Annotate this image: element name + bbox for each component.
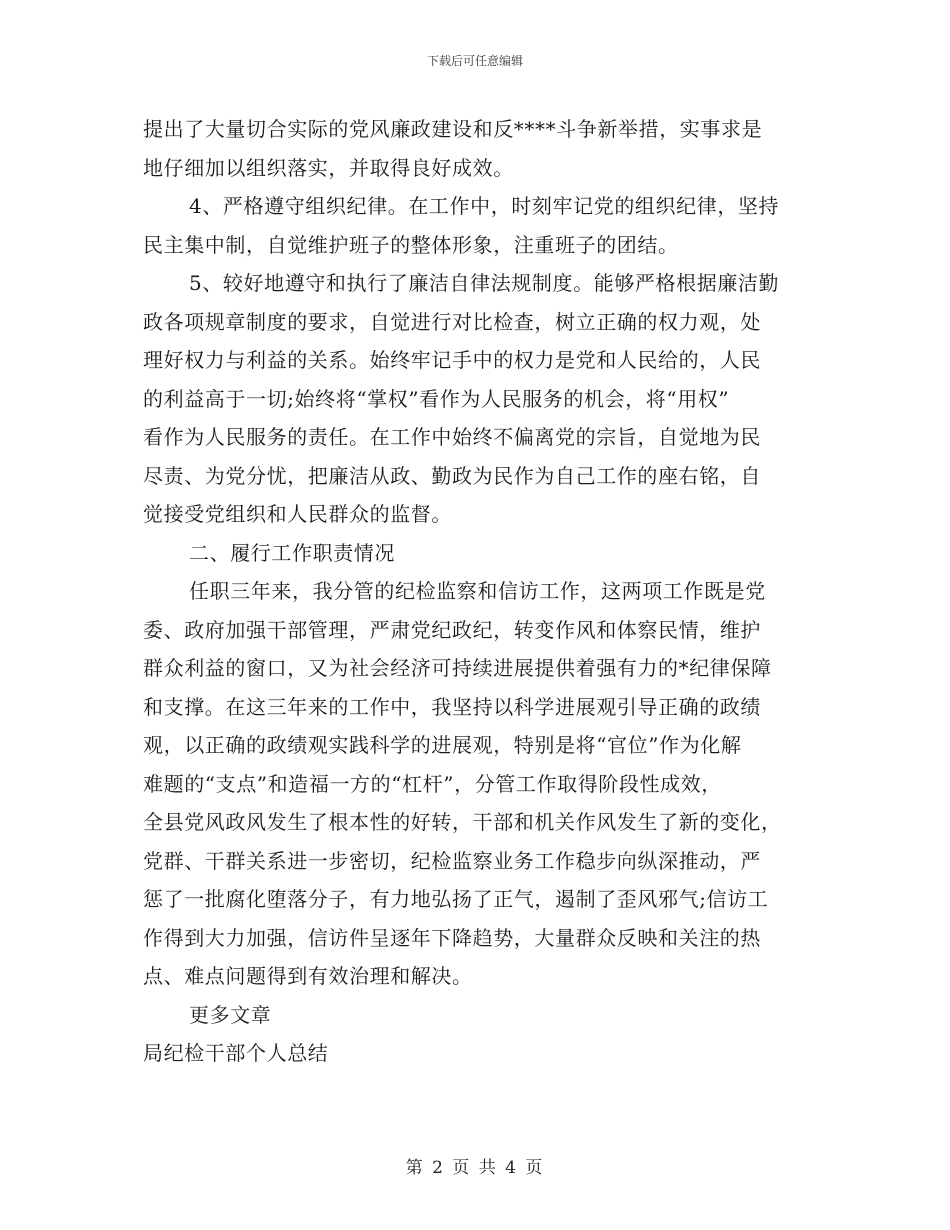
text-line: 作得到大力加强，信访件呈逐年下降趋势，大量群众反映和关注的热	[143, 925, 761, 950]
text-line: 党群、干群关系进一步密切，纪检监察业务工作稳步向纵深推动，严	[143, 848, 761, 873]
text-line: 觉接受党组织和人民群众的监督。	[143, 502, 452, 526]
text-line: 政各项规章制度的要求，自觉进行对比检查，树立正确的权力观，处	[143, 309, 761, 334]
document-body	[143, 110, 813, 1073]
text-line: 的利益高于一切;始终将“掌权”看作为人民服务的机会，将“用权”	[143, 386, 730, 411]
text-line: 尽责、为党分忧，把廉洁从政、勤政为民作为自己工作的座右铭，自	[143, 463, 761, 488]
text-line: 看作为人民服务的责任。在工作中始终不偏离党的宗旨，自觉地为民	[143, 425, 761, 449]
section-heading: 二、履行工作职责情况	[189, 540, 395, 565]
text-line: 群众利益的窗口，又为社会经济可持续进展提供着强有力的*纪律保障	[143, 656, 772, 680]
text-line: 5、较好地遵守和执行了廉洁自律法规制度。能够严格根据廉洁勤	[189, 271, 780, 295]
text-line: 4、严格遵守组织纪律。在工作中，时刻牢记党的组织纪律，坚持	[189, 194, 780, 218]
text-line: 提出了大量切合实际的党风廉政建设和反****斗争新举措，实事求是	[143, 117, 763, 141]
text-line: 观，以正确的政绩观实践科学的进展观，特别是将“官位”作为化解	[143, 733, 742, 757]
page-number: 第 2 页 共 4 页	[405, 1158, 545, 1178]
text-line: 惩了一批腐化堕落分子，有力地弘扬了正气，遏制了歪风邪气;信访工	[143, 887, 769, 911]
text-line: 任职三年来，我分管的纪检监察和信访工作，这两项工作既是党	[189, 579, 766, 603]
text-line: 点、难点问题得到有效治理和解决。	[143, 964, 473, 988]
text-line: 理好权力与利益的关系。始终牢记手中的权力是党和人民给的，人民	[143, 348, 761, 372]
text-line: 全县党风政风发生了根本性的好转，干部和机关作风发生了新的变化，	[143, 810, 782, 834]
text-line: 地仔细加以组织落实，并取得良好成效。	[143, 155, 514, 180]
related-article-title: 局纪检干部个人总结	[143, 1041, 329, 1065]
text-line: 难题的“支点”和造福一方的“杠杆”，分管工作取得阶段性成效，	[143, 771, 722, 796]
text-line: 委、政府加强干部管理，严肃党纪政纪，转变作风和体察民情，维护	[143, 617, 761, 642]
more-articles-label: 更多文章	[189, 1002, 272, 1027]
text-line: 民主集中制，自觉维护班子的整体形象，注重班子的团结。	[143, 232, 679, 257]
text-line: 和支撑。在这三年来的工作中，我坚持以科学进展观引导正确的政绩	[143, 694, 761, 719]
page-header: 下载后可任意编辑	[426, 54, 523, 68]
